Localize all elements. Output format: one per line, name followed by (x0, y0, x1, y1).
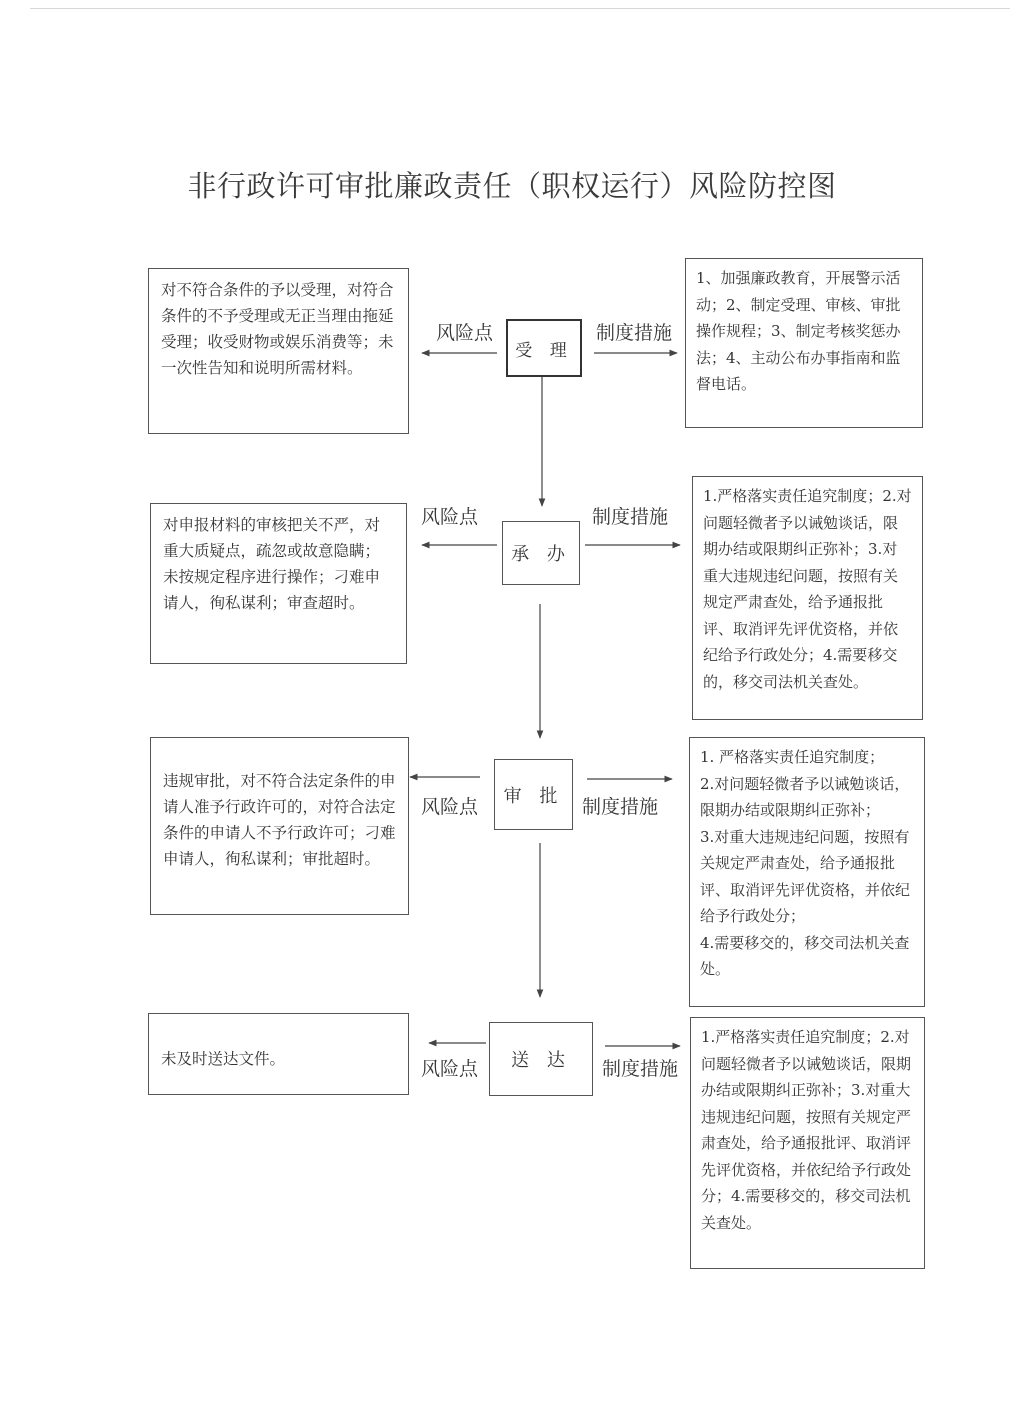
measure-box-approval: 1. 严格落实责任追究制度； 2.对问题轻微者予以诫勉谈话，限期办结或限期纠正弥补； 3.对重大违规违纪问题，按照有关规定严肃查处，给予通报批评、取消评先评优资格，并依纪给予行政处分； 4.需要移交的，移交司法机关查处。 (689, 737, 925, 1007)
measure-label-handling: 制度措施 (592, 506, 669, 528)
measure-box-delivery: 1.严格落实责任追究制度；2.对问题轻微者予以诫勉谈话，限期办结或限期纠正弥补；3.对重大违规违纪问题，按照有关规定严肃查处，给予通报批评、取消评先评优资格，并依纪给予行政处分；4.需要移交的，移交司法机关查处。 (690, 1017, 925, 1269)
step-approval: 审 批 (494, 759, 573, 830)
diagram-title: 非行政许可审批廉政责任（职权运行）风险防控图 (187, 169, 837, 203)
risk-box-handling: 对申报材料的审核把关不严，对重大质疑点，疏忽或故意隐瞒；未按规定程序进行操作；刁难申请人，徇私谋利；审查超时。 (150, 503, 407, 664)
risk-box-acceptance: 对不符合条件的予以受理，对符合条件的不予受理或无正当理由拖延受理；收受财物或娱乐消费等；未一次性告知和说明所需材料。 (148, 268, 409, 434)
risk-box-approval: 违规审批，对不符合法定条件的申请人准予行政许可的，对符合法定条件的申请人不予行政许可；刁难申请人，徇私谋利；审批超时。 (150, 737, 409, 915)
risk-label-handling: 风险点 (421, 506, 479, 528)
measure-box-handling: 1.严格落实责任追究制度；2.对问题轻微者予以诫勉谈话，限期办结或限期纠正弥补；3.对重大违规违纪问题，按照有关规定严肃查处，给予通报批评、取消评先评优资格，并依纪给予行政处分；4.需要移交的，移交司法机关查处。 (692, 476, 923, 720)
step-acceptance: 受 理 (506, 319, 582, 377)
step-handling: 承 办 (502, 521, 580, 585)
risk-label-delivery: 风险点 (421, 1058, 479, 1080)
risk-label-acceptance: 风险点 (436, 322, 494, 344)
measure-label-approval: 制度措施 (582, 796, 659, 818)
risk-box-delivery: 未及时送达文件。 (148, 1013, 409, 1095)
measure-label-delivery: 制度措施 (602, 1058, 679, 1080)
step-delivery: 送 达 (489, 1022, 593, 1096)
risk-label-approval: 风险点 (421, 796, 479, 818)
measure-label-acceptance: 制度措施 (596, 322, 673, 344)
measure-box-acceptance: 1、加强廉政教育，开展警示活动；2、制定受理、审核、审批操作规程；3、制定考核奖惩办法；4、主动公布办事指南和监督电话。 (685, 258, 923, 428)
